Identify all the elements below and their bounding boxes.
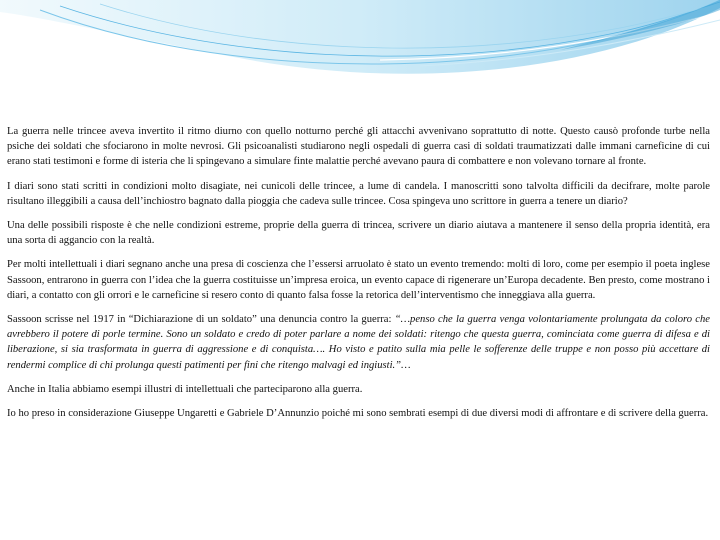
paragraph-intellectuals: Per molti intellettuali i diari segnano anche una presa di coscienza che l’essersi arruolato è stato un evento tremendo: molti di loro, come per esempio il poeta inglese Sassoon, entrarono in guerra con l’idea che la guerra costituisse un’impresa eroica, un evento capace di rigenerare un’Europa decadente. Ben presto, come mostrano i diari, a contatto con gli orrori e le carneficine si resero conto di quanto falsa fosse la retorica dell’interventismo che inneggiava alla guerra. <box>7 259 710 301</box>
paragraph-sassoon <box>7 312 710 373</box>
paragraph-authors: Io ho preso in considerazione Giuseppe Ungaretti e Gabriele D’Annunzio poiché mi sono sembrati esempi di due diversi modi di affrontare e di scrivere della guerra. <box>7 408 709 420</box>
decorative-wave-header <box>0 0 720 100</box>
document-body <box>7 124 710 430</box>
paragraph-trench-war: La guerra nelle trincee aveva invertito il ritmo diurno con quello notturno perché gli attacchi avvenivano soprattutto di notte. Questo causò profonde turbe nella psiche dei soldati che sfociarono in molte nevrosi. Gli psicoanalisti studiarono negli ospedali di guerra casi di soldati traumatizzati dalle immani carneficine di cui erano stati testimoni e forme di isteria che li spingevano a simulare finte malattie perché avevano paura di combattere e non volevano tornare al fronte. <box>7 126 710 168</box>
paragraph-diaries-conditions: I diari sono stati scritti in condizioni molto disagiate, nei cunicoli delle trincee, a lume di candela. I manoscritti sono talvolta difficili da decifrare, molte parole risultano illeggibili a causa dell’inchiostro bagnato dalla pioggia che cadeva sulle trincee. Cosa spingeva uno scrittore in guerra a tenere un diario? <box>7 180 710 207</box>
sassoon-intro: Sassoon scrisse nel 1917 in “Dichiarazione di un soldato” una denuncia contro la guerra: <box>7 314 395 326</box>
paragraph-italy: Anche in Italia abbiamo esempi illustri di intellettuali che parteciparono alla guerra. <box>7 383 363 395</box>
paragraph-identity: Una delle possibili risposte è che nelle condizioni estreme, proprie della guerra di trincea, scrivere un diario aiutava a mantenere il senso della propria identità, era una sorta di aggancio con la realtà. <box>7 220 710 247</box>
sassoon-quote: “…penso che la guerra venga volontariamente prolungata da coloro che avrebbero il potere di porle termine. Sono un soldato e credo di poter parlare a nome dei soldati: ritengo che questa guerra, cominciata come guerra di difesa e di liberazione, si sia trasformata in guerra di aggressione e di conquista…. Ho visto e patito sulla mia pelle le sofferenze delle truppe e non posso più accettare di rendermi complice di chi prolunga questi patimenti per fini che ritengo malvagi ed ingiusti.”… <box>7 314 710 371</box>
